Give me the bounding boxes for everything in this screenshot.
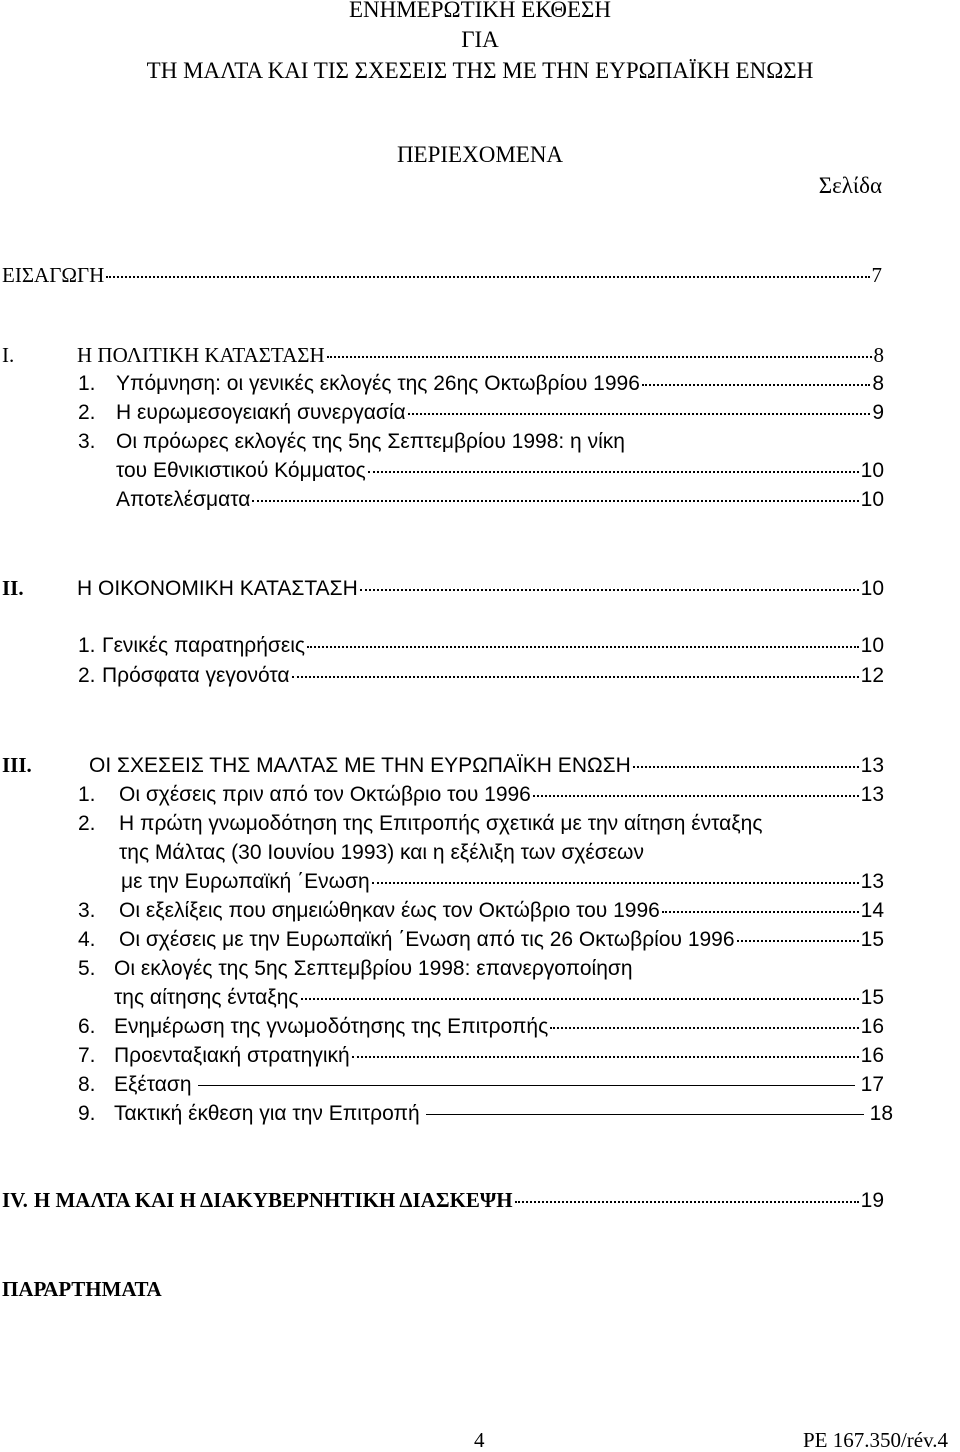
toc-item-3-2-continued-2[interactable] [121,870,884,894]
toc-item-title: Εξέταση [114,1073,192,1096]
toc-item-1-1[interactable] [78,372,884,396]
toc-item-title: Οι εξελίξεις που σημειώθηκαν έως τον Οκτώβριο του 1996 [119,899,660,922]
toc-page-number: 8 [872,372,884,395]
toc-item-3-3[interactable] [78,899,884,923]
toc-page-number: 13 [860,870,884,893]
toc-item-3-7[interactable] [78,1044,884,1068]
leader-dots [352,1056,859,1058]
leader-dots [633,766,859,768]
toc-item-3-2[interactable] [78,812,884,836]
toc-page-number: 9 [872,401,884,424]
toc-item-3-5[interactable] [78,957,884,981]
toc-item-number: 4. [78,928,96,951]
leader-dots [327,356,872,358]
leader-line [198,1085,855,1086]
toc-item-title: Γενικές παρατηρήσεις [102,634,306,657]
toc-section-title: Η ΠΟΛΙΤΙΚΗ ΚΑΤΑΣΤΑΣΗ [77,343,325,367]
toc-item-title: Οι σχέσεις πριν από τον Οκτώβριο του 1996 [119,783,531,806]
leader-dots [642,384,870,386]
toc-item-title: Η ευρωμεσογειακή συνεργασία [116,401,406,424]
toc-item-title: Η πρώτη γνωμοδότηση της Επιτροπής σχετικά με την αίτηση ένταξης [119,812,763,835]
toc-page-number: 15 [860,986,884,1009]
toc-page-number: 8 [873,343,884,367]
toc-page-number: 17 [860,1073,884,1096]
toc-section-title: Η ΟΙΚΟΝΟΜΙΚΗ ΚΑΤΑΣΤΑΣΗ [77,577,358,600]
leader-line [426,1114,864,1115]
toc-item-2-1[interactable] [78,634,884,658]
toc-section-2[interactable] [2,576,884,601]
toc-section-title: ΟΙ ΣΧΕΣΕΙΣ ΤΗΣ ΜΑΛΤΑΣ ΜΕ ΤΗΝ ΕΥΡΩΠΑΪΚΗ ΕΝΩΣΗ [89,754,631,777]
toc-item-number: 2. [78,664,96,687]
toc-page-number: 16 [860,1044,884,1067]
toc-item-title: Πρόσφατα γεγονότα [102,664,290,687]
toc-item-number: 9. [78,1102,96,1125]
leader-dots [360,589,859,591]
toc-item-number: 2. [78,812,96,835]
toc-page-number: 16 [860,1015,884,1038]
leader-dots [368,471,859,473]
toc-item-number: 5. [78,957,96,980]
toc-item-1-3-continued[interactable] [116,459,884,483]
toc-item-1-2[interactable] [78,401,884,425]
leader-dots [106,276,869,278]
report-title-line-3: ΤΗ ΜΑΛΤΑ ΚΑΙ ΤΙΣ ΣΧΕΣΕΙΣ ΤΗΣ ΜΕ ΤΗΝ ΕΥΡΩΠΑΪΚΗ ΕΝΩΣΗ [146,58,814,83]
toc-section-title: Η ΜΑΛΤΑ ΚΑΙ Η ΔΙΑΚΥΒΕΡΝΗΤΙΚΗ ΔΙΑΣΚΕΨΗ [33,1188,513,1212]
toc-item-number: 3. [78,899,96,922]
toc-item-title: Αποτελέσματα [116,488,251,511]
toc-item-1-results[interactable] [116,488,884,512]
page-number: 4 [474,1428,485,1452]
leader-dots [292,676,859,678]
leader-dots [307,646,859,648]
toc-item-title: Οι πρόωρες εκλογές της 5ης Σεπτεμβρίου 1998: η νίκη [116,430,625,453]
toc-item-number: 1. [78,634,96,657]
toc-item-number: 3. [78,430,96,453]
toc-item-title: Τακτική έκθεση για την Επιτροπή [114,1102,420,1125]
toc-entry-title: ΕΙΣΑΓΩΓΗ [2,263,105,287]
report-title-line-2: ΓΙΑ [461,27,499,52]
toc-page-number: 12 [860,664,884,687]
leader-dots [737,940,859,942]
toc-item-title-continued: της Μάλτας (30 Ιουνίου 1993) και η εξέλιξη των σχέσεων [119,841,644,864]
toc-item-3-5-continued[interactable] [114,986,884,1010]
toc-item-title: Προενταξιακή στρατηγική [114,1044,350,1067]
toc-item-2-2[interactable] [78,664,884,688]
toc-item-title-continued: με την Ευρωπαϊκή ΄Ενωση [121,870,370,893]
toc-item-1-3[interactable] [78,430,884,454]
toc-page-number: 10 [860,488,884,511]
leader-dots [533,795,859,797]
toc-item-title: Ενημέρωση της γνωμοδότησης της Επιτροπής [114,1015,549,1038]
toc-page-number: 10 [860,459,884,482]
toc-item-3-4[interactable] [78,928,884,952]
toc-item-3-6[interactable] [78,1015,884,1039]
toc-item-number: 6. [78,1015,96,1038]
toc-page-number: 14 [860,899,884,922]
leader-dots [515,1201,859,1203]
toc-annexes[interactable]: ΠΑΡΑΡΤΗΜΑΤΑ [2,1277,162,1301]
leader-dots [408,413,871,415]
toc-item-title-continued: της αίτησης ένταξης [114,986,299,1009]
toc-section-number: II. [2,576,24,600]
toc-section-4[interactable] [2,1188,884,1213]
leader-dots [372,882,859,884]
toc-item-title: Οι σχέσεις με την Ευρωπαϊκή ΄Ενωση από τις 26 Οκτωβρίου 1996 [119,928,735,951]
leader-dots [662,911,859,913]
toc-item-number: 2. [78,401,96,424]
toc-item-3-1[interactable] [78,783,884,807]
toc-item-number: 1. [78,372,96,395]
leader-dots [252,500,858,502]
toc-section-1[interactable] [2,343,884,367]
toc-section-number: IV. [2,1188,28,1212]
document-reference: PE 167.350/rév.4 [802,1428,948,1452]
toc-entry-introduction[interactable] [2,263,882,287]
leader-dots [550,1027,858,1029]
toc-item-number: 8. [78,1073,96,1096]
toc-page-number: 19 [860,1189,884,1212]
toc-section-number: I. [2,343,15,367]
toc-item-number: 7. [78,1044,96,1067]
leader-dots [301,998,859,1000]
toc-page-number: 7 [871,263,882,287]
toc-item-number: 1. [78,783,96,806]
toc-item-3-2-continued-1[interactable] [119,841,884,865]
toc-item-title: Υπόμνηση: οι γενικές εκλογές της 26ης Οκτωβρίου 1996 [116,372,640,395]
toc-item-3-8[interactable] [78,1073,884,1097]
toc-page-number: 18 [869,1102,893,1125]
toc-page-number: 10 [860,577,884,600]
toc-page-number: 10 [860,634,884,657]
toc-page-number: 13 [860,754,884,777]
toc-page-number: 15 [860,928,884,951]
page-column-label: Σελίδα [818,173,882,198]
toc-section-number: III. [2,753,32,777]
toc-item-3-9[interactable] [78,1102,893,1126]
contents-heading: ΠΕΡΙΕΧΟΜΕΝΑ [396,142,564,167]
toc-section-3[interactable] [2,753,884,778]
toc-item-title: Οι εκλογές της 5ης Σεπτεμβρίου 1998: επανεργοποίηση [114,957,633,980]
toc-page-number: 13 [860,783,884,806]
report-title-line-1: ΕΝΗΜΕΡΩΤΙΚΗ ΕΚΘΕΣΗ [348,0,612,22]
toc-item-title-continued: του Εθνικιστικού Κόμματος [116,459,366,482]
